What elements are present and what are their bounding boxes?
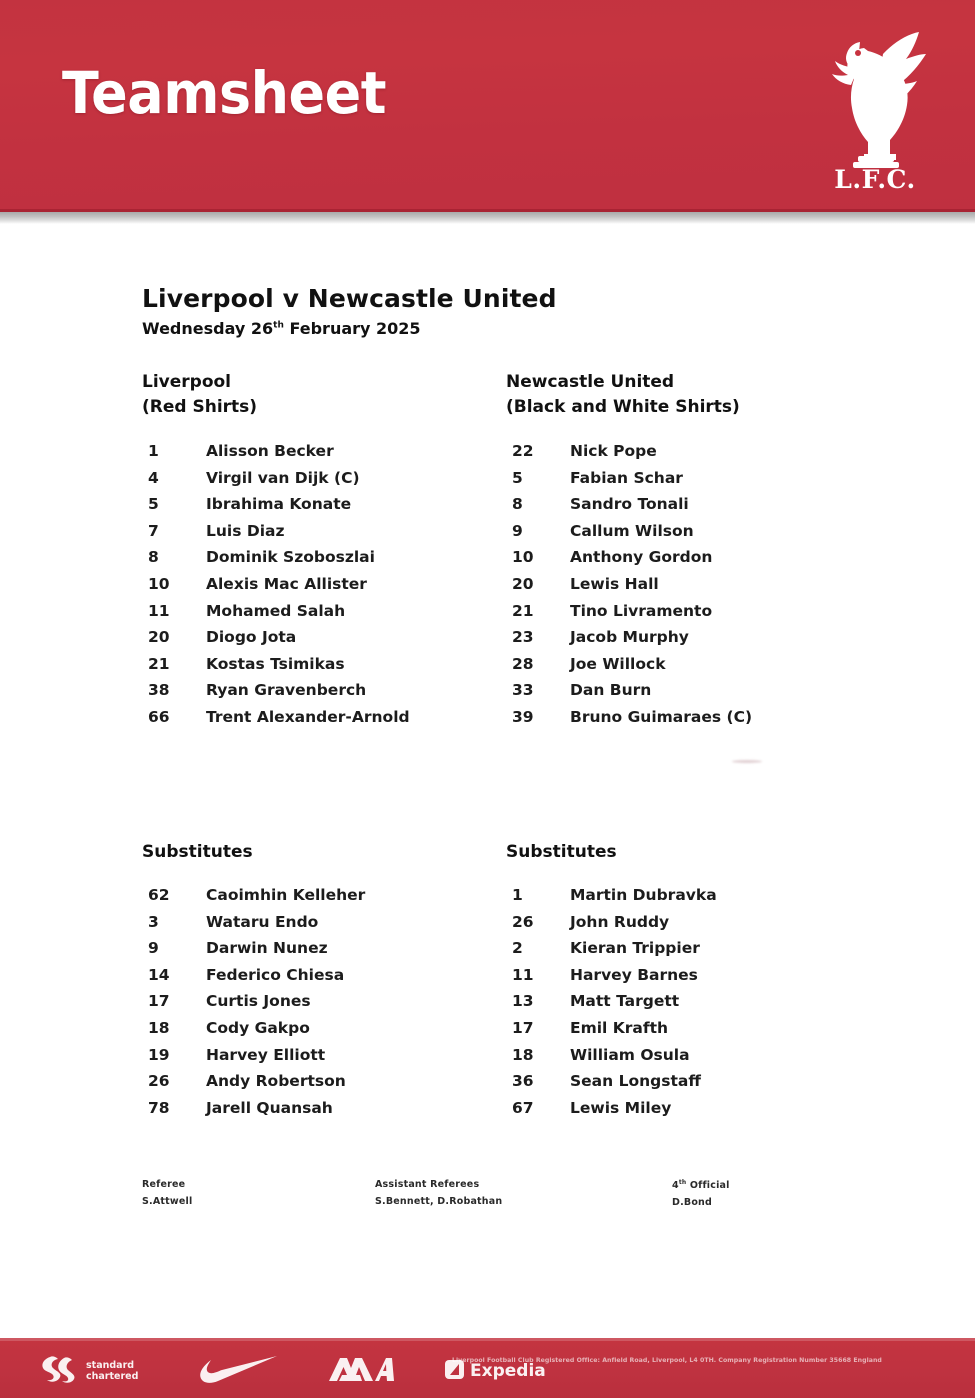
axa-logo <box>326 1354 396 1384</box>
player-number: 2 <box>512 939 523 958</box>
home-substitutes-list <box>142 886 512 1125</box>
list-item <box>506 442 906 469</box>
liver-bird-crest-icon <box>820 26 930 191</box>
player-number: 22 <box>512 442 534 460</box>
list-item <box>142 442 512 469</box>
player-number: 7 <box>148 521 159 540</box>
page-header <box>0 0 975 212</box>
player-number: 38 <box>148 681 170 700</box>
player-number: 33 <box>512 681 534 700</box>
player-number: 4 <box>148 468 159 487</box>
list-item <box>142 681 512 708</box>
away-team-kit: (Black and White Shirts) <box>506 397 740 417</box>
list-item <box>142 495 512 522</box>
player-number: 78 <box>148 1098 170 1117</box>
player-name: Trent Alexander-Arnold <box>206 707 410 726</box>
away-lineup-list <box>506 442 906 735</box>
page-title: Teamsheet <box>62 59 387 127</box>
list-item <box>506 522 906 549</box>
player-number: 1 <box>148 442 159 460</box>
list-item <box>506 602 906 629</box>
player-number: 20 <box>148 628 170 647</box>
player-number: 8 <box>512 495 523 514</box>
player-name: Harvey Elliott <box>206 1045 326 1064</box>
home-lineup-list <box>142 442 512 735</box>
player-name: Caoimhin Kelleher <box>206 886 366 904</box>
list-item <box>506 1099 906 1126</box>
referee-label: Referee <box>142 1179 186 1190</box>
player-number: 21 <box>512 601 534 620</box>
player-number: 10 <box>148 574 170 593</box>
list-item <box>142 548 512 575</box>
player-number: 23 <box>512 628 534 647</box>
player-number: 26 <box>148 1072 170 1091</box>
player-number: 36 <box>512 1072 534 1091</box>
list-item <box>142 602 512 629</box>
fourth-official-label-prefix: 4 <box>672 1180 679 1192</box>
match-date-ordinal: th <box>273 320 284 331</box>
list-item <box>506 469 906 496</box>
player-name: Bruno Guimaraes (C) <box>570 707 753 726</box>
player-name: Lewis Miley <box>570 1098 672 1117</box>
player-number: 13 <box>512 992 534 1011</box>
list-item <box>506 992 906 1019</box>
away-substitutes-heading: Substitutes <box>506 842 617 862</box>
nike-swoosh-logo <box>200 1354 278 1384</box>
list-item <box>506 708 906 735</box>
referee-block <box>142 1179 192 1207</box>
scan-artifact <box>732 760 762 763</box>
player-number: 3 <box>148 912 159 931</box>
player-number: 21 <box>148 654 170 673</box>
player-name: Alisson Becker <box>206 442 334 460</box>
player-name: Andy Robertson <box>206 1072 346 1091</box>
match-date <box>142 319 421 338</box>
player-name: William Osula <box>570 1045 690 1064</box>
player-number: 17 <box>512 1018 534 1037</box>
away-substitutes-list <box>506 886 906 1125</box>
player-number: 28 <box>512 654 534 673</box>
list-item <box>142 1099 512 1126</box>
list-item <box>142 992 512 1019</box>
player-number: 11 <box>148 601 170 620</box>
list-item <box>142 913 512 940</box>
teamsheet-page <box>0 224 975 1324</box>
list-item <box>506 1046 906 1073</box>
player-name: Darwin Nunez <box>206 939 328 958</box>
player-number: 1 <box>512 886 523 904</box>
assistant-referees-names: S.Bennett, D.Robathan <box>375 1196 503 1207</box>
player-name: Dan Burn <box>570 681 652 700</box>
player-number: 26 <box>512 912 534 931</box>
list-item <box>506 966 906 993</box>
player-number: 20 <box>512 574 534 593</box>
player-number: 39 <box>512 707 534 726</box>
list-item <box>142 628 512 655</box>
player-name: Matt Targett <box>570 992 680 1011</box>
player-number: 11 <box>512 965 534 984</box>
match-date-suffix: February 2025 <box>283 319 421 338</box>
player-number: 9 <box>512 521 523 540</box>
player-name: Curtis Jones <box>206 992 311 1011</box>
player-name: Jarell Quansah <box>206 1098 333 1117</box>
fourth-official-label <box>672 1179 730 1191</box>
player-name: Virgil van Dijk (C) <box>206 468 360 487</box>
away-team-name: Newcastle United <box>506 372 675 392</box>
player-name: Cody Gakpo <box>206 1018 310 1037</box>
player-name: Joe Willock <box>570 654 666 673</box>
list-item <box>142 1072 512 1099</box>
page-footer <box>0 1338 975 1398</box>
svg-text:chartered: chartered <box>86 1371 139 1382</box>
svg-text:Expedia: Expedia <box>470 1361 546 1381</box>
list-item <box>142 708 512 735</box>
player-number: 8 <box>148 548 159 567</box>
match-title: Liverpool v Newcastle United <box>142 284 557 313</box>
player-name: Callum Wilson <box>570 521 694 540</box>
match-date-prefix: Wednesday 26 <box>142 319 274 338</box>
player-name: Fabian Schar <box>570 468 683 487</box>
fourth-official-block <box>672 1179 730 1208</box>
player-number: 18 <box>512 1045 534 1064</box>
player-number: 5 <box>148 495 159 514</box>
player-name: John Ruddy <box>570 912 670 931</box>
player-number: 67 <box>512 1098 534 1117</box>
list-item <box>506 681 906 708</box>
list-item <box>142 469 512 496</box>
assistant-referees-label: Assistant Referees <box>375 1179 480 1190</box>
list-item <box>142 1046 512 1073</box>
player-name: Jacob Murphy <box>570 628 689 647</box>
header-shadow-band <box>0 212 975 224</box>
fourth-official-label-ordinal: th <box>678 1179 687 1186</box>
player-name: Kieran Trippier <box>570 939 700 958</box>
player-name: Martin Dubravka <box>570 886 717 904</box>
list-item <box>506 655 906 682</box>
list-item <box>506 548 906 575</box>
fourth-official-label-suffix: Official <box>686 1180 730 1192</box>
list-item <box>506 575 906 602</box>
list-item <box>142 655 512 682</box>
player-name: Federico Chiesa <box>206 965 345 984</box>
player-name: Nick Pope <box>570 442 657 460</box>
footer-gap <box>0 1324 975 1338</box>
list-item <box>142 886 512 913</box>
player-number: 5 <box>512 468 523 487</box>
home-team-name: Liverpool <box>142 372 232 392</box>
home-team-kit: (Red Shirts) <box>142 397 258 417</box>
list-item <box>506 939 906 966</box>
player-name: Wataru Endo <box>206 912 319 931</box>
list-item <box>506 495 906 522</box>
list-item <box>506 628 906 655</box>
list-item <box>506 1019 906 1046</box>
player-name: Tino Livramento <box>570 601 713 620</box>
player-number: 19 <box>148 1045 170 1064</box>
player-number: 66 <box>148 707 170 726</box>
list-item <box>142 966 512 993</box>
player-name: Alexis Mac Allister <box>206 574 367 593</box>
footer-legal-text: Liverpool Football Club Registered Office: Anfield Road, Liverpool, L4 0TH. Company Registration Number 35668 England <box>452 1356 882 1365</box>
list-item <box>506 913 906 940</box>
player-number: 14 <box>148 965 170 984</box>
home-substitutes-heading: Substitutes <box>142 842 253 862</box>
list-item <box>142 939 512 966</box>
player-number: 9 <box>148 939 159 958</box>
player-name: Dominik Szoboszlai <box>206 548 375 567</box>
player-name: Kostas Tsimikas <box>206 654 345 673</box>
list-item <box>506 1072 906 1099</box>
player-name: Lewis Hall <box>570 574 659 593</box>
player-name: Sean Longstaff <box>570 1072 701 1091</box>
player-name: Luis Diaz <box>206 521 285 540</box>
player-name: Anthony Gordon <box>570 548 713 567</box>
standard-chartered-logo <box>40 1354 152 1384</box>
player-number: 10 <box>512 548 534 567</box>
match-officials <box>0 1179 975 1229</box>
player-number: 62 <box>148 886 170 904</box>
list-item <box>142 522 512 549</box>
referee-name: S.Attwell <box>142 1196 193 1207</box>
player-name: Sandro Tonali <box>570 495 689 514</box>
player-name: Ibrahima Konate <box>206 495 352 514</box>
list-item <box>142 1019 512 1046</box>
list-item <box>506 886 906 913</box>
player-name: Mohamed Salah <box>206 601 346 620</box>
list-item <box>142 575 512 602</box>
player-name: Ryan Gravenberch <box>206 681 367 700</box>
player-name: Harvey Barnes <box>570 965 698 984</box>
player-name: Diogo Jota <box>206 628 297 647</box>
player-number: 18 <box>148 1018 170 1037</box>
player-number: 17 <box>148 992 170 1011</box>
svg-text:L.F.C.: L.F.C. <box>834 165 916 191</box>
player-name: Emil Krafth <box>570 1018 669 1037</box>
fourth-official-name: D.Bond <box>672 1197 713 1209</box>
assistant-referees-block <box>375 1179 502 1207</box>
svg-text:standard: standard <box>86 1360 135 1371</box>
